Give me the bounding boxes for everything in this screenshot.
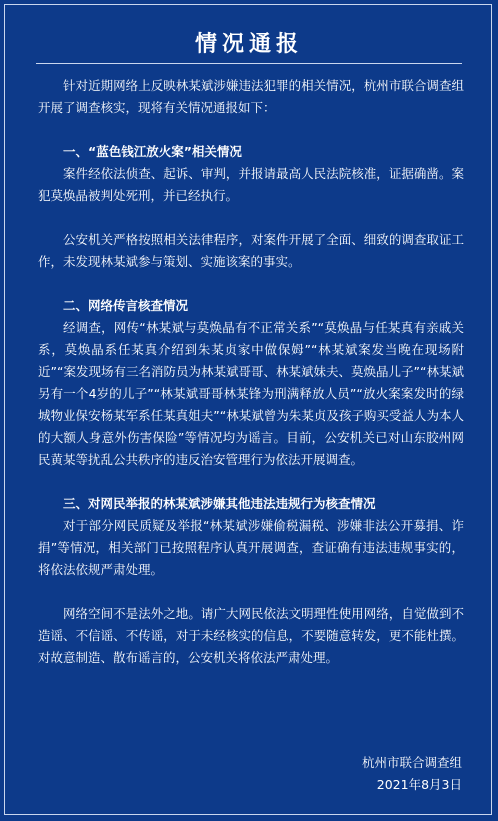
section-1-paragraph-2: 公安机关严格按照相关法律程序，对案件开展了全面、细致的调查取证工作，未发现林某斌参与策划、实施该案的事实。	[38, 232, 464, 269]
issuer-name: 杭州市联合调查组	[361, 755, 462, 770]
page-title: 情况通报	[194, 32, 303, 57]
section-1-heading: 一、“蓝色钱江放火案”相关情况	[63, 144, 242, 159]
report-body	[38, 75, 464, 669]
closing-paragraph: 网络空间不是法外之地。请广大网民依法文明理性使用网络，自觉做到不造谣、不信谣、不传谣，对于未经核实的信息，不要随意转发，更不能杜撰。对故意制造、散布谣言的，公安机关将依法严肃处理。	[38, 606, 464, 665]
section-2-heading: 二、网络传言核查情况	[63, 298, 189, 313]
title-divider	[36, 63, 462, 64]
section-3-heading: 三、对网民举报的林某斌涉嫌其他违法违规行为核查情况	[63, 496, 376, 511]
intro-paragraph: 针对近期网络上反映林某斌涉嫌违法犯罪的相关情况，杭州市联合调查组开展了调查核实，现将有关情况通报如下：	[38, 78, 464, 115]
section-2-paragraph-1: 经调查，网传“林某斌与莫焕晶有不正常关系”“莫焕晶与任某真有亲戚关系，莫焕晶系任某真介绍到朱某贞家中做保姆”“林某斌案发当晚在现场附近”“案发现场有三名消防员为林某斌哥哥、林某斌妹夫、莫焕晶儿子”“林某斌另有一个4岁的儿子”“林某斌哥哥林某锋为刑满释放人员”“放火案案发时的绿城物业保安杨某军系任某真姐夫”“林某斌曾为朱某贞及孩子购买受益人为本人的大额人身意外伤害保险”等情况均为谣言。目前，公安机关已对山东胶州网民黄某等扰乱公共秩序的违反治安管理行为依法开展调查。	[38, 320, 464, 467]
section-1-paragraph-1: 案件经依法侦查、起诉、审判，并报请最高人民法院核准，证据确凿。案犯莫焕晶被判处死刑，并已经执行。	[38, 166, 464, 203]
issue-date: 2021年8月3日	[376, 777, 462, 792]
signature-block	[362, 752, 462, 796]
section-3-paragraph-1: 对于部分网民质疑及举报“林某斌涉嫌偷税漏税、涉嫌非法公开募捐、诈捐”等情况，相关部门已按照程序认真开展调查，查证确有违法违规事实的，将依法依规严肃处理。	[38, 518, 464, 577]
